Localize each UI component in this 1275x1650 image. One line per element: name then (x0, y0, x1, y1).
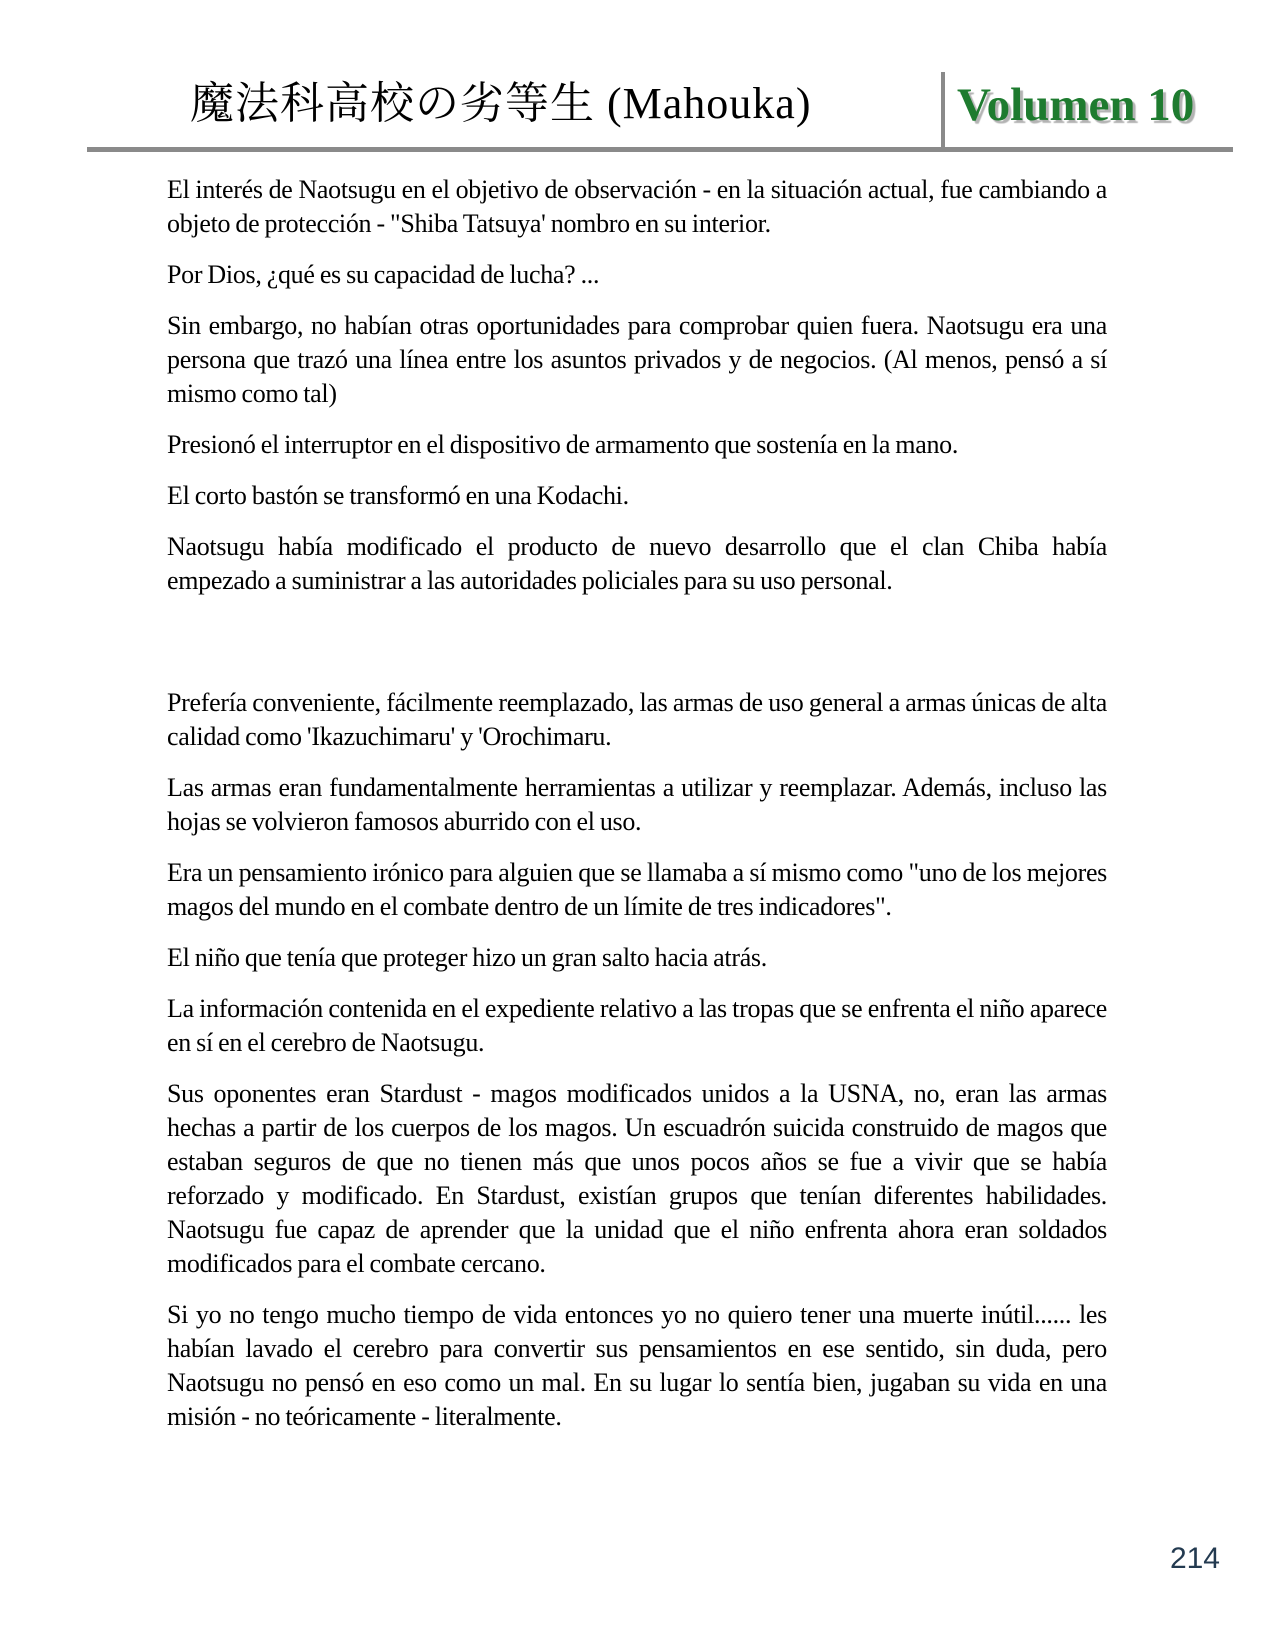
paragraph-spacer (167, 615, 1107, 669)
header-divider-bar (941, 72, 945, 152)
page-title: 魔法科高校の劣等生 (Mahouka) (190, 79, 812, 128)
paragraph: Las armas eran fundamentalmente herramientas a utilizar y reemplazar. Además, incluso las hojas se volvieron famosos aburrido con el uso. (167, 773, 1107, 836)
paragraph: Presionó el interruptor en el dispositivo de armamento que sostenía en la mano. (167, 430, 959, 459)
page-number: 214 (1169, 1542, 1220, 1575)
paragraph: Sus oponentes eran Stardust - magos modificados unidos a la USNA, no, eran las armas hechas a partir de los cuerpos de los magos. Un escuadrón suicida construido de magos que estaban seguros de que no tienen más que unos pocos años se fue a vivir que se había reforzado y modificado. En Stardust, existían grupos que tenían diferentes habilidades. Naotsugu fue capaz de aprender que la unidad que el niño enfrenta ahora eran soldados modificados para el combate cercano. (167, 1079, 1107, 1278)
paragraph: Si yo no tengo mucho tiempo de vida entonces yo no quiero tener una muerte inútil...... les habían lavado el cerebro para convertir sus pensamientos en ese sentido, sin duda, pero Naotsugu no pensó en eso como un mal. En su lugar lo sentía bien, jugaban su vida en una misión - no teóricamente - literalmente. (167, 1300, 1107, 1431)
paragraph: Sin embargo, no habían otras oportunidades para comprobar quien fuera. Naotsugu era una persona que trazó una línea entre los asuntos privados y de negocios. (Al menos, pensó a sí mismo como tal) (167, 311, 1107, 408)
paragraph: Por Dios, ¿qué es su capacidad de lucha? ... (167, 260, 600, 289)
paragraph: Era un pensamiento irónico para alguien que se llamaba a sí mismo como "uno de los mejores magos del mundo en el combate dentro de un límite de tres indicadores". (167, 858, 1107, 921)
paragraph: El interés de Naotsugu en el objetivo de observación - en la situación actual, fue cambiando a objeto de protección - "Shiba Tatsuya' nombro en su interior. (167, 175, 1107, 238)
header-rule (87, 147, 1233, 152)
volume-label: Volumen 10 (957, 79, 1195, 131)
paragraph: La información contenida en el expediente relativo a las tropas que se enfrenta el niño aparece en sí en el cerebro de Naotsugu. (167, 994, 1107, 1057)
body-paragraphs (167, 173, 1107, 1451)
paragraph: El niño que tenía que proteger hizo un gran salto hacia atrás. (167, 943, 767, 972)
paragraph: El corto bastón se transformó en una Kodachi. (167, 481, 629, 510)
paragraph: Naotsugu había modificado el producto de nuevo desarrollo que el clan Chiba había empezado a suministrar a las autoridades policiales para su uso personal. (167, 532, 1107, 595)
paragraph: Prefería conveniente, fácilmente reemplazado, las armas de uso general a armas únicas de alta calidad como 'Ikazuchimaru' y 'Orochimaru. (167, 688, 1107, 751)
